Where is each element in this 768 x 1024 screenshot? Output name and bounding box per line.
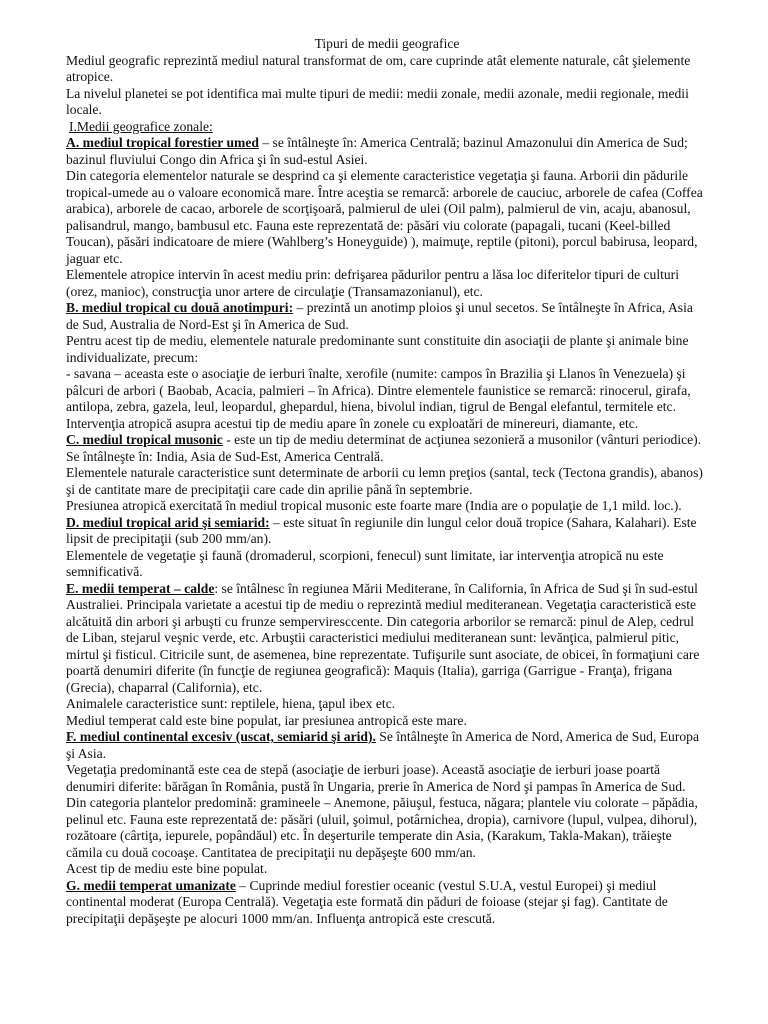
intro-paragraph-2: La nivelul planetei se pot identifica mai multe tipuri de medii: medii zonale, medii azonale, medii regionale, medii locale.: [66, 85, 689, 117]
section-e-paragraph: Mediul temperat cald este bine populat, iar presiunea antropică este mare.: [66, 712, 467, 728]
section-f-lead: F. mediul continental excesiv (uscat, semiarid şi arid). Se întâlneşte în America de Nord, America de Sud, Europa şi Asia.: [66, 729, 700, 761]
section-c-paragraph: Elementele naturale caracteristice sunt determinate de arborii cu lemn preţios (santal, teck (Tectona grandis), abanos) şi de cantitate mare de precipitaţii care cade din aprilie până în septembrie.: [66, 465, 703, 497]
section-b-lead: B. mediul tropical cu două anotimpuri: – prezintă un anotimp ploios şi unul secetos. Se întâlneşte în Africa, Asia de Sud, Australia de Nord-Est şi în America de Sud.: [66, 300, 693, 332]
section-c-heading: C. mediul tropical musonic: [66, 432, 223, 447]
section-b-heading: B. mediul tropical cu două anotimpuri:: [66, 300, 294, 315]
section-c-paragraph: Presiunea atropică exercitată în mediul tropical musonic este foarte mare (India are o populaţie de 1,1 mild. loc.).: [66, 498, 682, 513]
section-a-lead: A. mediul tropical forestier umed – se întâlneşte în: America Centrală; bazinul Amazonului din America de Sud; bazinul fluviului Congo din Africa şi în sud-estul Asiei.: [66, 135, 688, 167]
section-g-lead: G. medii temperat umanizate – Cuprinde mediul forestier oceanic (vestul S.U.A, vestul Europei) şi mediul continental moderat (Europa Centrală). Vegetaţia este formată din păduri de foioase (stejar şi fag). Cantitate de precipitaţii depăşeşte pe alocuri 1000 mm/an. Influenţa antropică este crescută.: [66, 877, 668, 926]
section-a-paragraph: Elementele atropice intervin în acest mediu prin: defrişarea pădurilor pentru a lăsa loc diferitelor tipuri de culturi (orez, manioc), construcţia unor artere de circulaţie (Transamazonianul), etc.: [66, 267, 679, 299]
section-f-heading: F. mediul continental excesiv (uscat, semiarid şi arid).: [66, 729, 376, 744]
document-title: Tipuri de medii geografice: [314, 36, 460, 51]
section-f-paragraph: Vegetaţia predominantă este cea de stepă (asociaţie de ierburi joase). Această asociaţie de ierburi joase poartă denumiri diferite: bărăgan în România, pustă în Ungaria, prerie în America de Nord şi pampas în America de Sud. Din categoria plantelor predomină: gramineele – Anemone, păiuşul, festuca, năgara; plantele viu colorate – păpădia, pelinul etc. Fauna este reprezentată de: păsări (uluil, şoimul, potârnichea, dropia), carnivore (lupul, vulpea, dihorul), rozătoare (cârtiţa, iepurele, popândăul) etc. În deşerturile temperate din Asia, (Karakum, Takla-Makan), trăieşte cămila cu două cocoaşe. Cantitatea de precipitaţii nu depăşeşte 600 mm/an.: [66, 762, 698, 860]
section-d-heading: D. mediul tropical arid şi semiarid:: [66, 514, 270, 530]
section-b-paragraph: Pentru acest tip de mediu, elementele naturale predominante sunt constituite din asociaţii de plante şi animale bine individualizate, precum:: [66, 333, 689, 365]
section-c-lead: C. mediul tropical musonic - este un tip de mediu determinat de acţiunea sezonieră a musonilor (vânturi periodice). Se întâlneşte în: India, Asia de Sud-Est, America Centrală.: [66, 432, 702, 464]
section-e-heading: E. medii temperat – calde: [66, 580, 215, 596]
section-e-paragraph: Animalele caracteristice sunt: reptilele, hiena, ţapul ibex etc.: [66, 696, 396, 711]
section-a-paragraph: Din categoria elementelor naturale se desprind ca şi elemente caracteristice vegetaţia şi fauna. Arborii din pădurile tropical-umede au o valoare economică mare. Între aceştia se remarcă: arborele de cauciuc, arborele de cafea (Coffea arabica), arborele de cacao, arborele de scorţişoară, palmierul de ulei (Oil palm), palmierul de vin, acaju, abanosul, palisandrul, mango, bambusul etc. Fauna este reprezentată de: păsări viu colorate (papagali, tucani (Keel-billed Toucan), păsări indicatoare de miere (Wahlberg’s Honeyguide) ), maimuţe, reptile (pitoni), porcul babirusa, leopard, jaguar etc.: [66, 168, 703, 266]
section-heading: [66, 119, 708, 136]
section-b-paragraph: - savana – aceasta este o asociaţie de ierburi înalte, xerofile (numite: campos în Brazilia şi Llanos în Venezuela) şi pâlcuri de arbori ( Baobab, Acacia, palmieri – în Africa). Dintre elementele faunistice se remarcă: rinocerul, girafa, antilopa, zebra, gazela, leul, leopardul, ghepardul, hiena, bivolul indian, tigrul de Bengal elefantul, termitele etc.: [66, 366, 691, 414]
intro-paragraph-1: Mediul geografic reprezintă mediul natural transformat de om, care cuprinde atât elemente naturale, cât şielemente atropice.: [66, 52, 691, 84]
section-d-lead: D. mediul tropical arid şi semiarid: – este situat în regiunile din lungul celor două tropice (Sahara, Kalahari). Este lipsit de precipitaţii (sub 200 mm/an).: [66, 514, 697, 546]
section-b-paragraph: Intervenţia atropică asupra acestui tip de mediu apare în zonele cu exploatări de minereuri, diamante, etc.: [66, 415, 639, 431]
section-g-heading: G. medii temperat umanizate: [66, 877, 236, 893]
section-f-paragraph: Acest tip de mediu este bine populat.: [66, 861, 268, 876]
section-heading-text: I.Medii geografice zonale:: [69, 118, 213, 134]
section-e-lead: E. medii temperat – calde: se întâlnesc în regiunea Mării Mediterane, în California, în Africa de Sud şi în sud-estul Australiei. Principala varietate a acestui tip de mediu o reprezintă mediul mediteranean. Vegetaţia caracteristică este alcătuită din arbori şi arbuşti cu frunze semperviresccente. Din categoria arborilor se remarcă: pinul de Alep, cedrul de Liban, stejarul veşnic verde, etc. Arbuştii caracteristici mediului mediteranean sunt: levănţica, palmierul pitic, mirtul şi fisticul. Citricile sunt, de asemenea, bine reprezentate. Tufişurile sunt asociate, de obicei, în formaţiuni care poartă denumiri diferite (în funcţie de regiunea geografică): Maquis (Italia), garriga (Garrigue - Franţa), frigana (Grecia), chaparral (California), etc.: [66, 580, 700, 695]
section-d-paragraph: Elementele de vegetaţie şi faună (dromaderul, scorpioni, fenecul) sunt limitate, iar intervenţia atropică nu este semnificativă.: [66, 547, 664, 579]
section-a-heading: A. mediul tropical forestier umed: [66, 135, 259, 150]
